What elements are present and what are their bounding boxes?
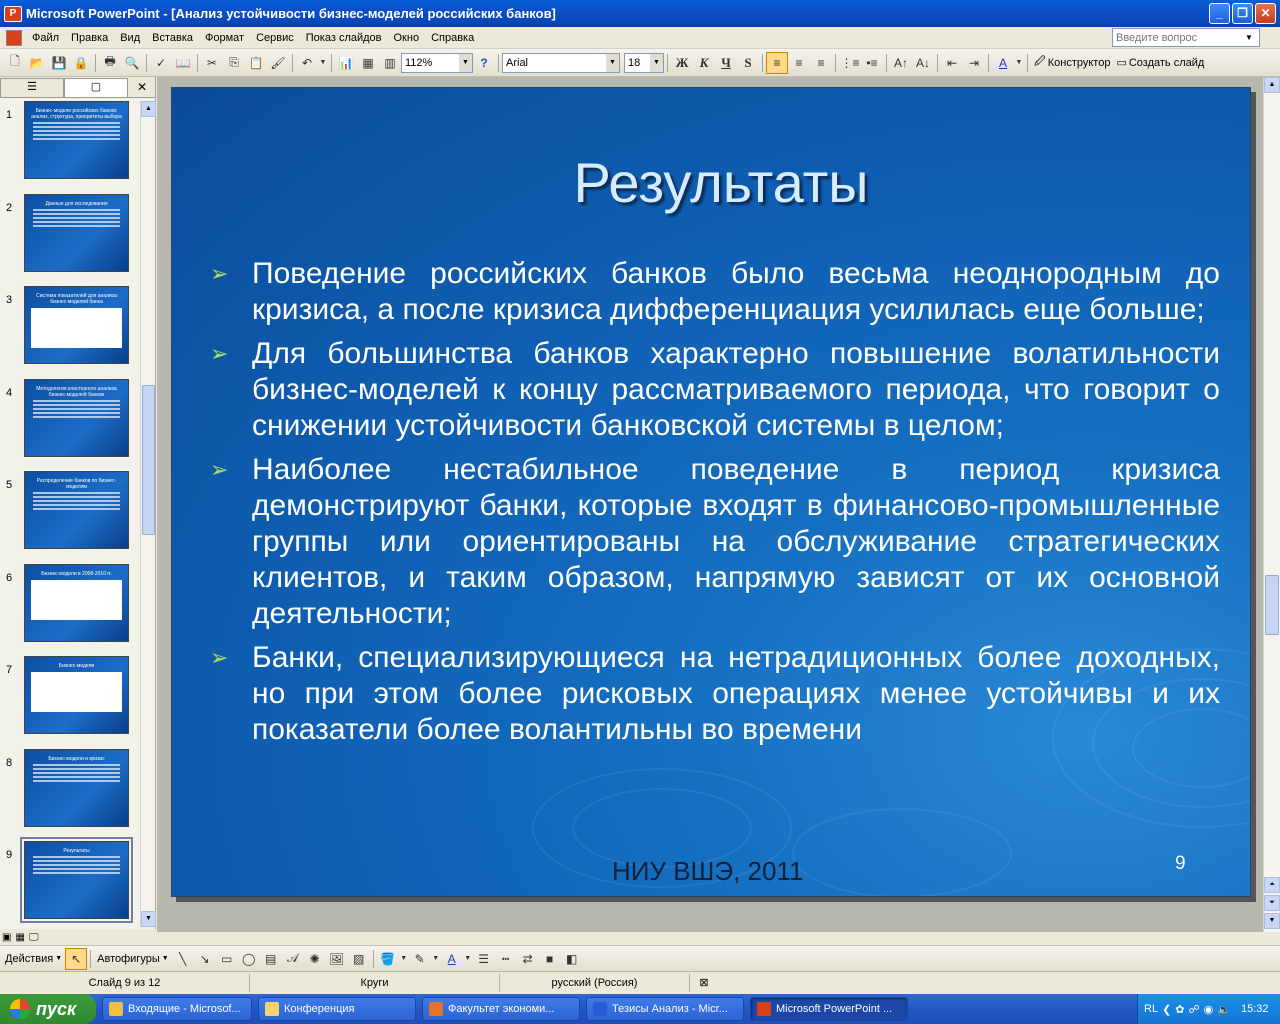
separator xyxy=(762,54,763,72)
slide-thumbnail-number: 1 xyxy=(6,109,13,121)
fill-dropdown-icon[interactable]: ▼ xyxy=(400,955,408,962)
slide-thumbnail-number: 3 xyxy=(6,294,13,306)
task-app-icon xyxy=(429,1002,443,1016)
slide-thumbnail-title: Распределение банков по бизнес-моделям xyxy=(36,478,117,490)
font-value: Arial xyxy=(506,56,529,69)
slide-thumbnail-row[interactable] xyxy=(0,194,140,274)
slide-thumbnail[interactable] xyxy=(24,471,129,549)
font-size-select[interactable] xyxy=(624,53,664,73)
thumbnail-text-line xyxy=(33,404,120,406)
separator xyxy=(331,54,332,72)
menu-help[interactable]: Справка xyxy=(431,31,475,44)
fill-color-icon[interactable]: 🪣 xyxy=(380,951,396,966)
editor-scrollbar[interactable] xyxy=(1263,77,1280,932)
thumbnail-text-line xyxy=(33,130,120,132)
font-dropdown-icon[interactable]: ▼ xyxy=(464,955,472,962)
chevron-down-icon[interactable]: ▼ xyxy=(606,54,619,72)
thumbnail-text-line xyxy=(33,209,120,211)
scroll-thumb[interactable] xyxy=(1265,575,1279,635)
separator xyxy=(667,54,668,72)
document-icon[interactable] xyxy=(6,30,22,46)
slide-thumbnail-number: 5 xyxy=(6,479,13,491)
slide-thumbnail[interactable] xyxy=(24,841,129,919)
next-slide-icon[interactable]: ⏷ xyxy=(1264,895,1280,911)
actions-menu[interactable] xyxy=(2,953,65,965)
slide-thumbnail-row[interactable] xyxy=(0,471,140,551)
status-bar xyxy=(0,971,1280,994)
thumbnail-text-line xyxy=(33,134,120,136)
separator xyxy=(292,54,293,72)
menu-insert[interactable]: Вставка xyxy=(152,31,194,44)
menu-file[interactable]: Файл xyxy=(32,31,60,44)
menu-bar xyxy=(0,27,1280,49)
thumbnail-text-line xyxy=(33,508,120,510)
task-label: Факультет экономи... xyxy=(448,1003,555,1015)
maximize-button[interactable]: ❐ xyxy=(1232,3,1253,24)
thumbnail-text-line xyxy=(33,408,120,410)
thumbnail-table xyxy=(31,308,122,348)
3d-style-icon[interactable]: ◧ xyxy=(566,951,578,966)
help-search[interactable] xyxy=(1112,28,1260,47)
separator xyxy=(197,54,198,72)
increase-font-icon[interactable]: A↑ xyxy=(893,55,908,70)
taskbar-task[interactable] xyxy=(258,997,416,1021)
separator xyxy=(373,950,374,968)
decrease-indent-icon[interactable]: ⇤ xyxy=(946,55,958,70)
align-right-icon[interactable]: ≡ xyxy=(817,55,825,70)
messenger-icon: ◉ xyxy=(1203,1003,1214,1016)
textbox-icon[interactable]: ▤ xyxy=(265,951,277,966)
underline-button[interactable]: Ч xyxy=(721,54,731,70)
bullet-item xyxy=(210,640,1220,748)
help-icon[interactable]: ? xyxy=(480,55,488,70)
arrow-style-icon[interactable]: ⇄ xyxy=(522,951,533,966)
print-preview-icon[interactable]: 🔍 xyxy=(124,55,140,70)
slide-title[interactable]: Результаты xyxy=(573,151,869,214)
select-pointer-icon[interactable]: ↖ xyxy=(65,948,87,970)
diagram-icon[interactable]: ✺ xyxy=(309,951,320,966)
line-icon[interactable]: ╲ xyxy=(179,951,187,966)
ripple-decoration xyxy=(792,808,1012,897)
volume-icon: 🔈 xyxy=(1217,1003,1231,1016)
slides-icon: ▢ xyxy=(90,81,102,93)
open-folder-icon[interactable]: 📂 xyxy=(29,55,45,70)
thumbnail-text-line xyxy=(33,772,120,774)
slides-scrollbar[interactable] xyxy=(140,101,155,927)
slide-thumbnail-title: Система показателей для анализа бизнес-моделей банка xyxy=(36,293,117,305)
thumbnail-text-line xyxy=(33,221,120,223)
bullet-item xyxy=(210,336,1220,444)
taskbar-task[interactable] xyxy=(750,997,908,1021)
undo-icon[interactable]: ↶ xyxy=(301,55,313,70)
chevron-down-icon[interactable]: ▼ xyxy=(1245,33,1253,42)
chevron-down-icon: ▼ xyxy=(55,955,63,962)
tables-borders-icon[interactable]: ▥ xyxy=(384,55,396,70)
arrow-bullet-icon: ➢ xyxy=(210,261,229,286)
chevron-down-icon[interactable]: ▼ xyxy=(650,54,663,72)
wordart-icon[interactable]: 𝒜 xyxy=(286,951,299,965)
view-buttons xyxy=(0,929,157,945)
system-tray xyxy=(1137,994,1280,1024)
clock[interactable]: 15:32 xyxy=(1240,1003,1269,1015)
slides-panel xyxy=(0,77,156,929)
undo-dropdown-icon[interactable]: ▼ xyxy=(319,59,327,66)
actions-label: Действия xyxy=(5,952,54,965)
slideshow-view-icon[interactable]: 🖵 xyxy=(28,931,39,943)
slide-thumbnail-row[interactable] xyxy=(0,101,140,181)
chevron-down-icon: ▼ xyxy=(161,955,169,962)
new-slide-button[interactable] xyxy=(1113,56,1207,69)
slide-number: 9 xyxy=(1175,853,1186,874)
outline-icon: ☰ xyxy=(27,81,37,93)
slide-thumbnail-number: 6 xyxy=(6,571,13,584)
separator xyxy=(835,54,836,72)
thumbnail-text-line xyxy=(33,217,120,219)
menu-edit[interactable]: Правка xyxy=(71,31,109,44)
normal-view-icon[interactable]: ▣ xyxy=(2,931,12,943)
designer-label: Конструктор xyxy=(1047,56,1111,69)
line-style-icon[interactable]: ☰ xyxy=(478,951,490,966)
thumbnail-text-line xyxy=(33,416,120,418)
thumbnail-text-line xyxy=(33,864,120,866)
dash-style-icon[interactable]: ┅ xyxy=(502,951,510,966)
increase-indent-icon[interactable]: ⇥ xyxy=(968,55,980,70)
slide-thumbnail-title: Данные для исследования xyxy=(45,200,108,207)
minimize-button[interactable]: _ xyxy=(1209,3,1230,24)
thumbnail-text-line xyxy=(33,764,120,766)
thumbnail-text-line xyxy=(33,860,120,862)
italic-button[interactable]: К xyxy=(699,54,709,70)
taskbar-task[interactable] xyxy=(586,997,744,1021)
permission-icon[interactable]: 🔒 xyxy=(73,55,89,70)
tab-outline[interactable] xyxy=(0,78,64,97)
task-label: Тезисы Анализ - Micr... xyxy=(612,1003,728,1015)
slide-thumbnail-title: Бизнес-модели xyxy=(58,663,95,669)
close-icon[interactable]: ✕ xyxy=(136,80,147,94)
language-indicator[interactable]: RL xyxy=(1144,1003,1159,1015)
separator xyxy=(146,54,147,72)
menu-view[interactable]: Вид xyxy=(120,31,141,44)
shadow-button[interactable]: S xyxy=(744,54,752,70)
format-painter-icon[interactable]: 🖌 xyxy=(270,55,286,70)
taskbar-task[interactable] xyxy=(102,997,252,1021)
task-app-icon xyxy=(109,1002,123,1016)
separator xyxy=(498,54,499,72)
insert-table-icon[interactable]: ▦ xyxy=(362,55,374,70)
line-dropdown-icon[interactable]: ▼ xyxy=(432,955,440,962)
thumbnail-text-line xyxy=(33,213,120,215)
menu-format[interactable]: Формат xyxy=(205,31,245,44)
separator xyxy=(90,950,91,968)
task-app-icon xyxy=(593,1002,607,1016)
powerpoint-icon: P xyxy=(4,6,22,22)
standard-toolbar xyxy=(0,49,1280,77)
slide-thumbnail-title: Бизнес-модели в 2008-2010 гг. xyxy=(41,570,112,577)
slide-thumbnail-title: Бизнес-модели российских банков: анализ, структура, приоритеты выбора xyxy=(31,108,122,120)
bullet-text: Банки, специализирующиеся на нетрадиционных более доходных, но при этом более рисковых операциях менее устойчивы и их показатели более волантильны во времени xyxy=(252,641,1220,746)
help-search-input[interactable] xyxy=(1113,32,1241,44)
slide-thumbnail[interactable] xyxy=(24,194,129,272)
font-color-dropdown-icon[interactable]: ▼ xyxy=(1015,59,1023,66)
line-color-icon[interactable]: ✎ xyxy=(414,951,425,966)
menu-tools[interactable]: Сервис xyxy=(256,31,294,44)
separator xyxy=(1027,54,1028,72)
slide-thumbnail-number: 2 xyxy=(6,201,13,214)
bullet-list[interactable] xyxy=(210,256,1220,756)
thumbnail-text-line xyxy=(33,780,120,782)
task-label: Входящие - Microsof... xyxy=(128,1003,241,1015)
align-left-icon[interactable]: ≡ xyxy=(766,52,788,74)
thumbnail-text-line xyxy=(33,500,120,502)
drawing-toolbar xyxy=(0,945,1280,971)
thumbnail-text-line xyxy=(33,496,120,498)
slide-thumbnail-title: Результаты xyxy=(63,848,90,854)
zoom-select[interactable] xyxy=(401,53,473,73)
slide-canvas[interactable] xyxy=(171,87,1251,897)
task-app-icon xyxy=(757,1002,771,1016)
window-title: Microsoft PowerPoint - [Анализ устойчивости бизнес-моделей российских банков] xyxy=(26,6,556,21)
thumbnail-text-line xyxy=(33,768,120,770)
slide-thumbnail-row[interactable] xyxy=(0,841,140,921)
status-language: русский (Россия) xyxy=(500,974,690,992)
slide-thumbnail[interactable] xyxy=(24,749,129,827)
scroll-up-icon[interactable]: ▲ xyxy=(141,101,156,117)
scroll-down-icon[interactable]: ▼ xyxy=(141,911,156,927)
font-size-value: 18 xyxy=(628,56,641,69)
numbering-icon[interactable]: ⋮≡ xyxy=(840,55,860,70)
chevron-down-icon[interactable]: ▼ xyxy=(459,54,472,72)
bullet-item xyxy=(210,452,1220,632)
slide-thumbnail-title: Бизнес-модели и кризис xyxy=(48,755,105,762)
arrow-bullet-icon: ➢ xyxy=(210,457,229,482)
slide-footer: НИУ ВШЭ, 2011 xyxy=(612,856,804,886)
arrow-bullet-icon: ➢ xyxy=(210,341,229,366)
taskbar-tasks xyxy=(96,997,908,1021)
font-color-icon[interactable]: A xyxy=(998,55,1007,70)
picture-icon[interactable]: ▨ xyxy=(353,951,365,966)
scroll-up-icon[interactable]: ▲ xyxy=(1264,77,1280,93)
thumbnail-table xyxy=(31,672,122,712)
oval-icon[interactable]: ◯ xyxy=(241,951,256,966)
new-document-icon[interactable]: 🗋 xyxy=(10,54,20,68)
decrease-font-icon[interactable]: A↓ xyxy=(915,55,930,70)
slide-thumbnail[interactable] xyxy=(24,564,129,642)
slide-thumbnail-row[interactable] xyxy=(0,656,140,736)
antivirus-icon: ✿ xyxy=(1175,1003,1185,1016)
autoshapes-menu[interactable] xyxy=(94,953,172,965)
thumbnail-text-line xyxy=(33,225,120,227)
task-app-icon xyxy=(265,1002,279,1016)
separator xyxy=(886,54,887,72)
panel-tabs xyxy=(0,77,155,98)
spelling-icon[interactable]: ✓ xyxy=(155,55,167,70)
scroll-down-icon[interactable]: ▼ xyxy=(1264,913,1280,929)
start-label: пуск xyxy=(36,998,77,1019)
slide-thumbnail-number: 9 xyxy=(6,849,13,861)
status-slide: Слайд 9 из 12 xyxy=(0,974,250,992)
slide-thumbnail[interactable] xyxy=(24,101,129,179)
new-slide-icon: ▭ xyxy=(1116,57,1127,69)
windows-logo-icon xyxy=(10,999,30,1019)
slide-thumbnail-number: 7 xyxy=(6,664,13,676)
arrow-bullet-icon: ➢ xyxy=(210,645,229,670)
font-color-icon[interactable]: A xyxy=(447,951,456,966)
save-icon[interactable]: 💾 xyxy=(51,55,67,70)
thumbnail-chart xyxy=(31,580,122,620)
menu-slideshow[interactable]: Показ слайдов xyxy=(305,31,382,44)
thumbnail-text-line xyxy=(33,138,120,140)
tray-arrow-icon[interactable]: ❮ xyxy=(1162,1003,1172,1016)
shadow-style-icon[interactable]: ■ xyxy=(546,951,554,966)
slide-thumbnail-number: 4 xyxy=(6,386,13,399)
bullet-text: Поведение российских банков было весьма неоднородным до кризиса, а после кризиса дифференциация усилилась еще больше; xyxy=(252,257,1220,326)
spelling-status-icon: ⊠ xyxy=(699,977,709,989)
rectangle-icon[interactable]: ▭ xyxy=(221,951,233,966)
thumbnail-text-line xyxy=(33,856,120,858)
scroll-thumb[interactable] xyxy=(142,385,155,535)
align-center-icon[interactable]: ≡ xyxy=(795,55,803,70)
status-design: Круги xyxy=(250,974,500,992)
start-button[interactable] xyxy=(0,994,96,1024)
slide-thumbnail-row[interactable] xyxy=(0,286,140,366)
task-label: Конференция xyxy=(284,1003,355,1015)
autoshapes-label: Автофигуры xyxy=(97,952,160,965)
thumbnail-text-line xyxy=(33,868,120,870)
bold-button[interactable]: Ж xyxy=(675,54,689,70)
slide-thumbnail-row[interactable] xyxy=(0,379,140,459)
previous-slide-icon[interactable]: ⏶ xyxy=(1264,877,1280,893)
paste-icon[interactable]: 📋 xyxy=(248,55,264,70)
network-icon: ☍ xyxy=(1188,1003,1200,1016)
copy-icon[interactable]: ⎘ xyxy=(229,55,239,69)
thumbnail-text-line xyxy=(33,776,120,778)
thumbnail-text-line xyxy=(33,126,120,128)
thumbnail-text-line xyxy=(33,492,120,494)
slide-sorter-icon[interactable]: ▦ xyxy=(15,931,25,943)
research-icon[interactable]: 📖 xyxy=(175,55,191,70)
font-select[interactable] xyxy=(502,53,620,73)
title-bar xyxy=(0,0,1280,27)
slide-thumbnail-row[interactable] xyxy=(0,564,140,644)
designer-button[interactable] xyxy=(1031,53,1113,72)
slide-thumbnail-title: Методология кластерного анализа бизнес-моделей банков xyxy=(36,385,117,398)
bullet-text: Для большинства банков характерно повышение волатильности бизнес-моделей к концу рассматриваемого периода, что говорит о снижении устойчивости банковской системы в целом; xyxy=(252,337,1220,442)
close-button[interactable]: ✕ xyxy=(1255,3,1276,24)
slide-thumbnail-row[interactable] xyxy=(0,749,140,829)
menu-window[interactable]: Окно xyxy=(393,31,420,44)
cut-icon[interactable]: ✂ xyxy=(206,55,218,70)
bullet-item xyxy=(210,256,1220,328)
taskbar xyxy=(0,994,1280,1024)
new-slide-label: Создать слайд xyxy=(1128,56,1205,69)
taskbar-task[interactable] xyxy=(422,997,580,1021)
thumbnail-text-line xyxy=(33,504,120,506)
print-icon[interactable]: 🖶 xyxy=(104,54,116,68)
bullets-icon[interactable]: •≡ xyxy=(866,55,878,70)
clipart-icon[interactable]: 🖼 xyxy=(329,951,345,966)
task-label: Microsoft PowerPoint ... xyxy=(776,1003,893,1015)
bullet-text: Наиболее нестабильное поведение в период кризиса демонстрируют банки, которые входят в финансово-промышленные группы или ориентированы на обслуживание стратегических клиентов, и таким образом, напрямую зависят от их основной деятельности; xyxy=(252,453,1220,630)
thumbnail-text-line xyxy=(33,400,120,402)
separator xyxy=(937,54,938,72)
design-icon: 🖉 xyxy=(1034,56,1046,68)
slide-thumbnail[interactable] xyxy=(24,656,129,734)
arrow-icon[interactable]: ↘ xyxy=(199,951,210,966)
thumbnail-text-line xyxy=(33,412,120,414)
slide-thumbnail-number: 8 xyxy=(6,756,13,769)
thumbnail-text-line xyxy=(33,122,120,124)
separator xyxy=(95,54,96,72)
slide-thumbnail[interactable] xyxy=(24,379,129,457)
slide-thumbnail[interactable] xyxy=(24,286,129,364)
tab-slides[interactable] xyxy=(64,78,128,97)
slide-editor xyxy=(157,77,1263,932)
thumbnail-text-line xyxy=(33,872,120,874)
separator xyxy=(988,54,989,72)
zoom-value: 112% xyxy=(405,56,433,69)
insert-chart-icon[interactable]: 📊 xyxy=(338,55,354,70)
